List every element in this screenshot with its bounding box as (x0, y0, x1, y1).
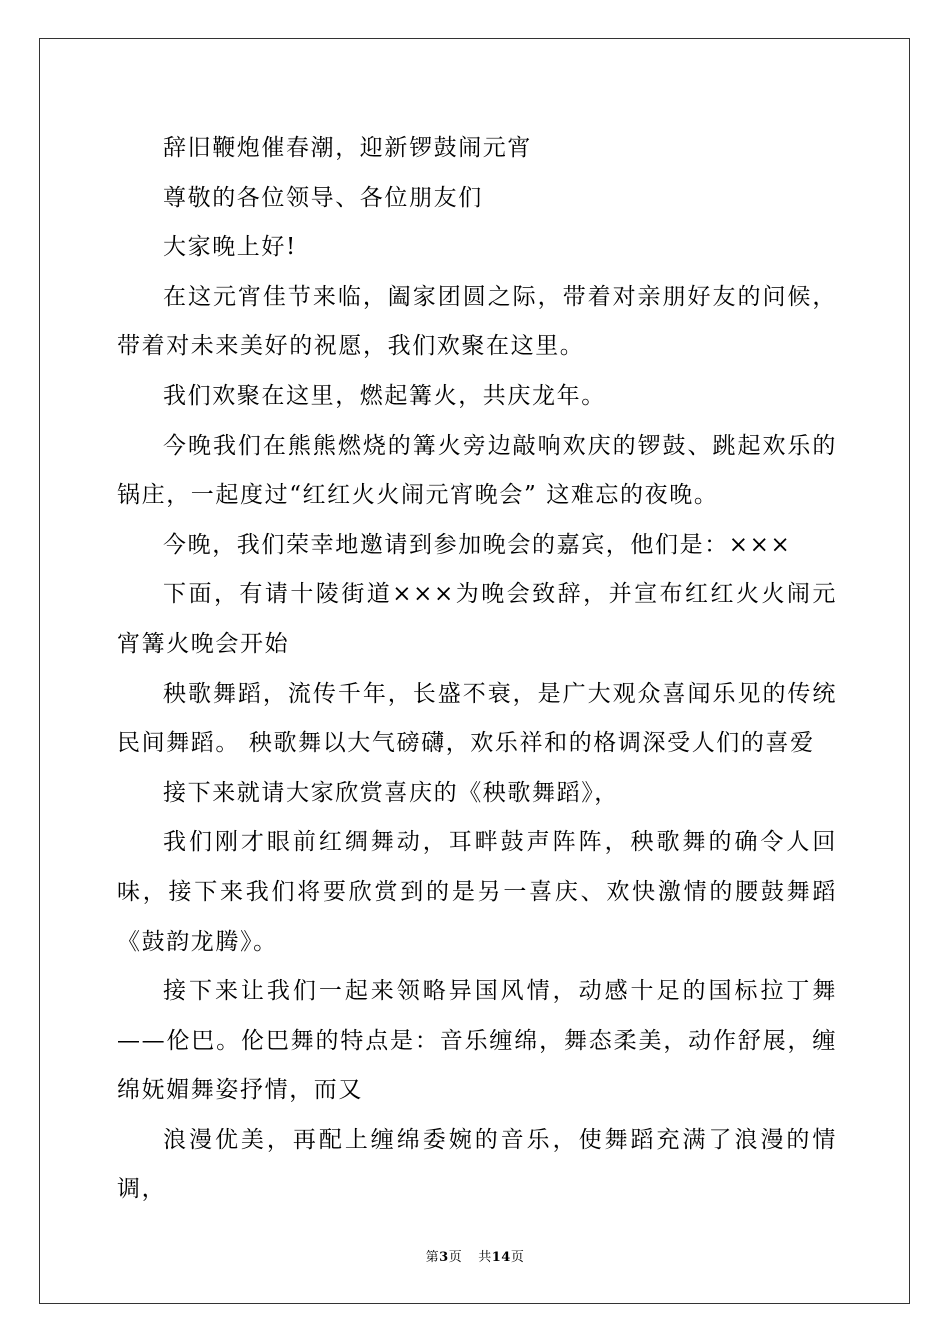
total-suffix: 页 (510, 1250, 525, 1265)
paragraph: 今晚，我们荣幸地邀请到参加晚会的嘉宾，他们是：××× (163, 531, 792, 558)
page-footer (0, 1246, 950, 1265)
total-pages: 14 (491, 1250, 511, 1265)
page-prefix: 第 (425, 1250, 440, 1265)
paragraph: 秧歌舞蹈，流传千年，长盛不衰，是广大观众喜闻乐见的传统民间舞蹈。 秧歌舞以大气磅礴，欢乐祥和的格调深受人们的喜爱 (117, 680, 837, 757)
paragraph: 接下来就请大家欣赏喜庆的《秧歌舞蹈》， (163, 779, 619, 806)
paragraph: 浪漫优美，再配上缠绵委婉的音乐，使舞蹈充满了浪漫的情调， (117, 1126, 837, 1203)
paragraph: 在这元宵佳节来临，阖家团圆之际，带着对亲朋好友的问候，带着对未来美好的祝愿，我们欢聚在这里。 (117, 283, 837, 360)
paragraph: 尊敬的各位领导、各位朋友们 (163, 184, 483, 211)
paragraph: 大家晚上好! (163, 234, 297, 261)
paragraph: 我们欢聚在这里，燃起篝火，共庆龙年。 (163, 382, 606, 409)
total-prefix: 共 (478, 1250, 492, 1265)
paragraph: 下面，有请十陵街道×××为晚会致辞，并宣布红红火火闹元宵篝火晚会开始 (117, 581, 837, 657)
paragraph: 我们刚才眼前红绸舞动，耳畔鼓声阵阵，秧歌舞的确令人回味，接下来我们将要欣赏到的是另一喜庆、欢快激情的腰鼓舞蹈《鼓韵龙腾》。 (117, 829, 837, 955)
document-body (117, 124, 837, 1215)
paragraph: 今晚我们在熊熊燃烧的篝火旁边敲响欢庆的锣鼓、跳起欢乐的锅庄，一起度过“红红火火闹元宵晚会” 这难忘的夜晚。 (117, 432, 837, 509)
paragraph: 接下来让我们一起来领略异国风情，动感十足的国标拉丁舞——伦巴。伦巴舞的特点是：音乐缠绵，舞态柔美，动作舒展，缠绵妩媚舞姿抒情，而又 (117, 978, 837, 1104)
page-suffix: 页 (448, 1250, 463, 1265)
page-number: 3 (439, 1250, 449, 1265)
paragraph: 辞旧鞭炮催春潮，迎新锣鼓闹元宵 (163, 135, 532, 161)
